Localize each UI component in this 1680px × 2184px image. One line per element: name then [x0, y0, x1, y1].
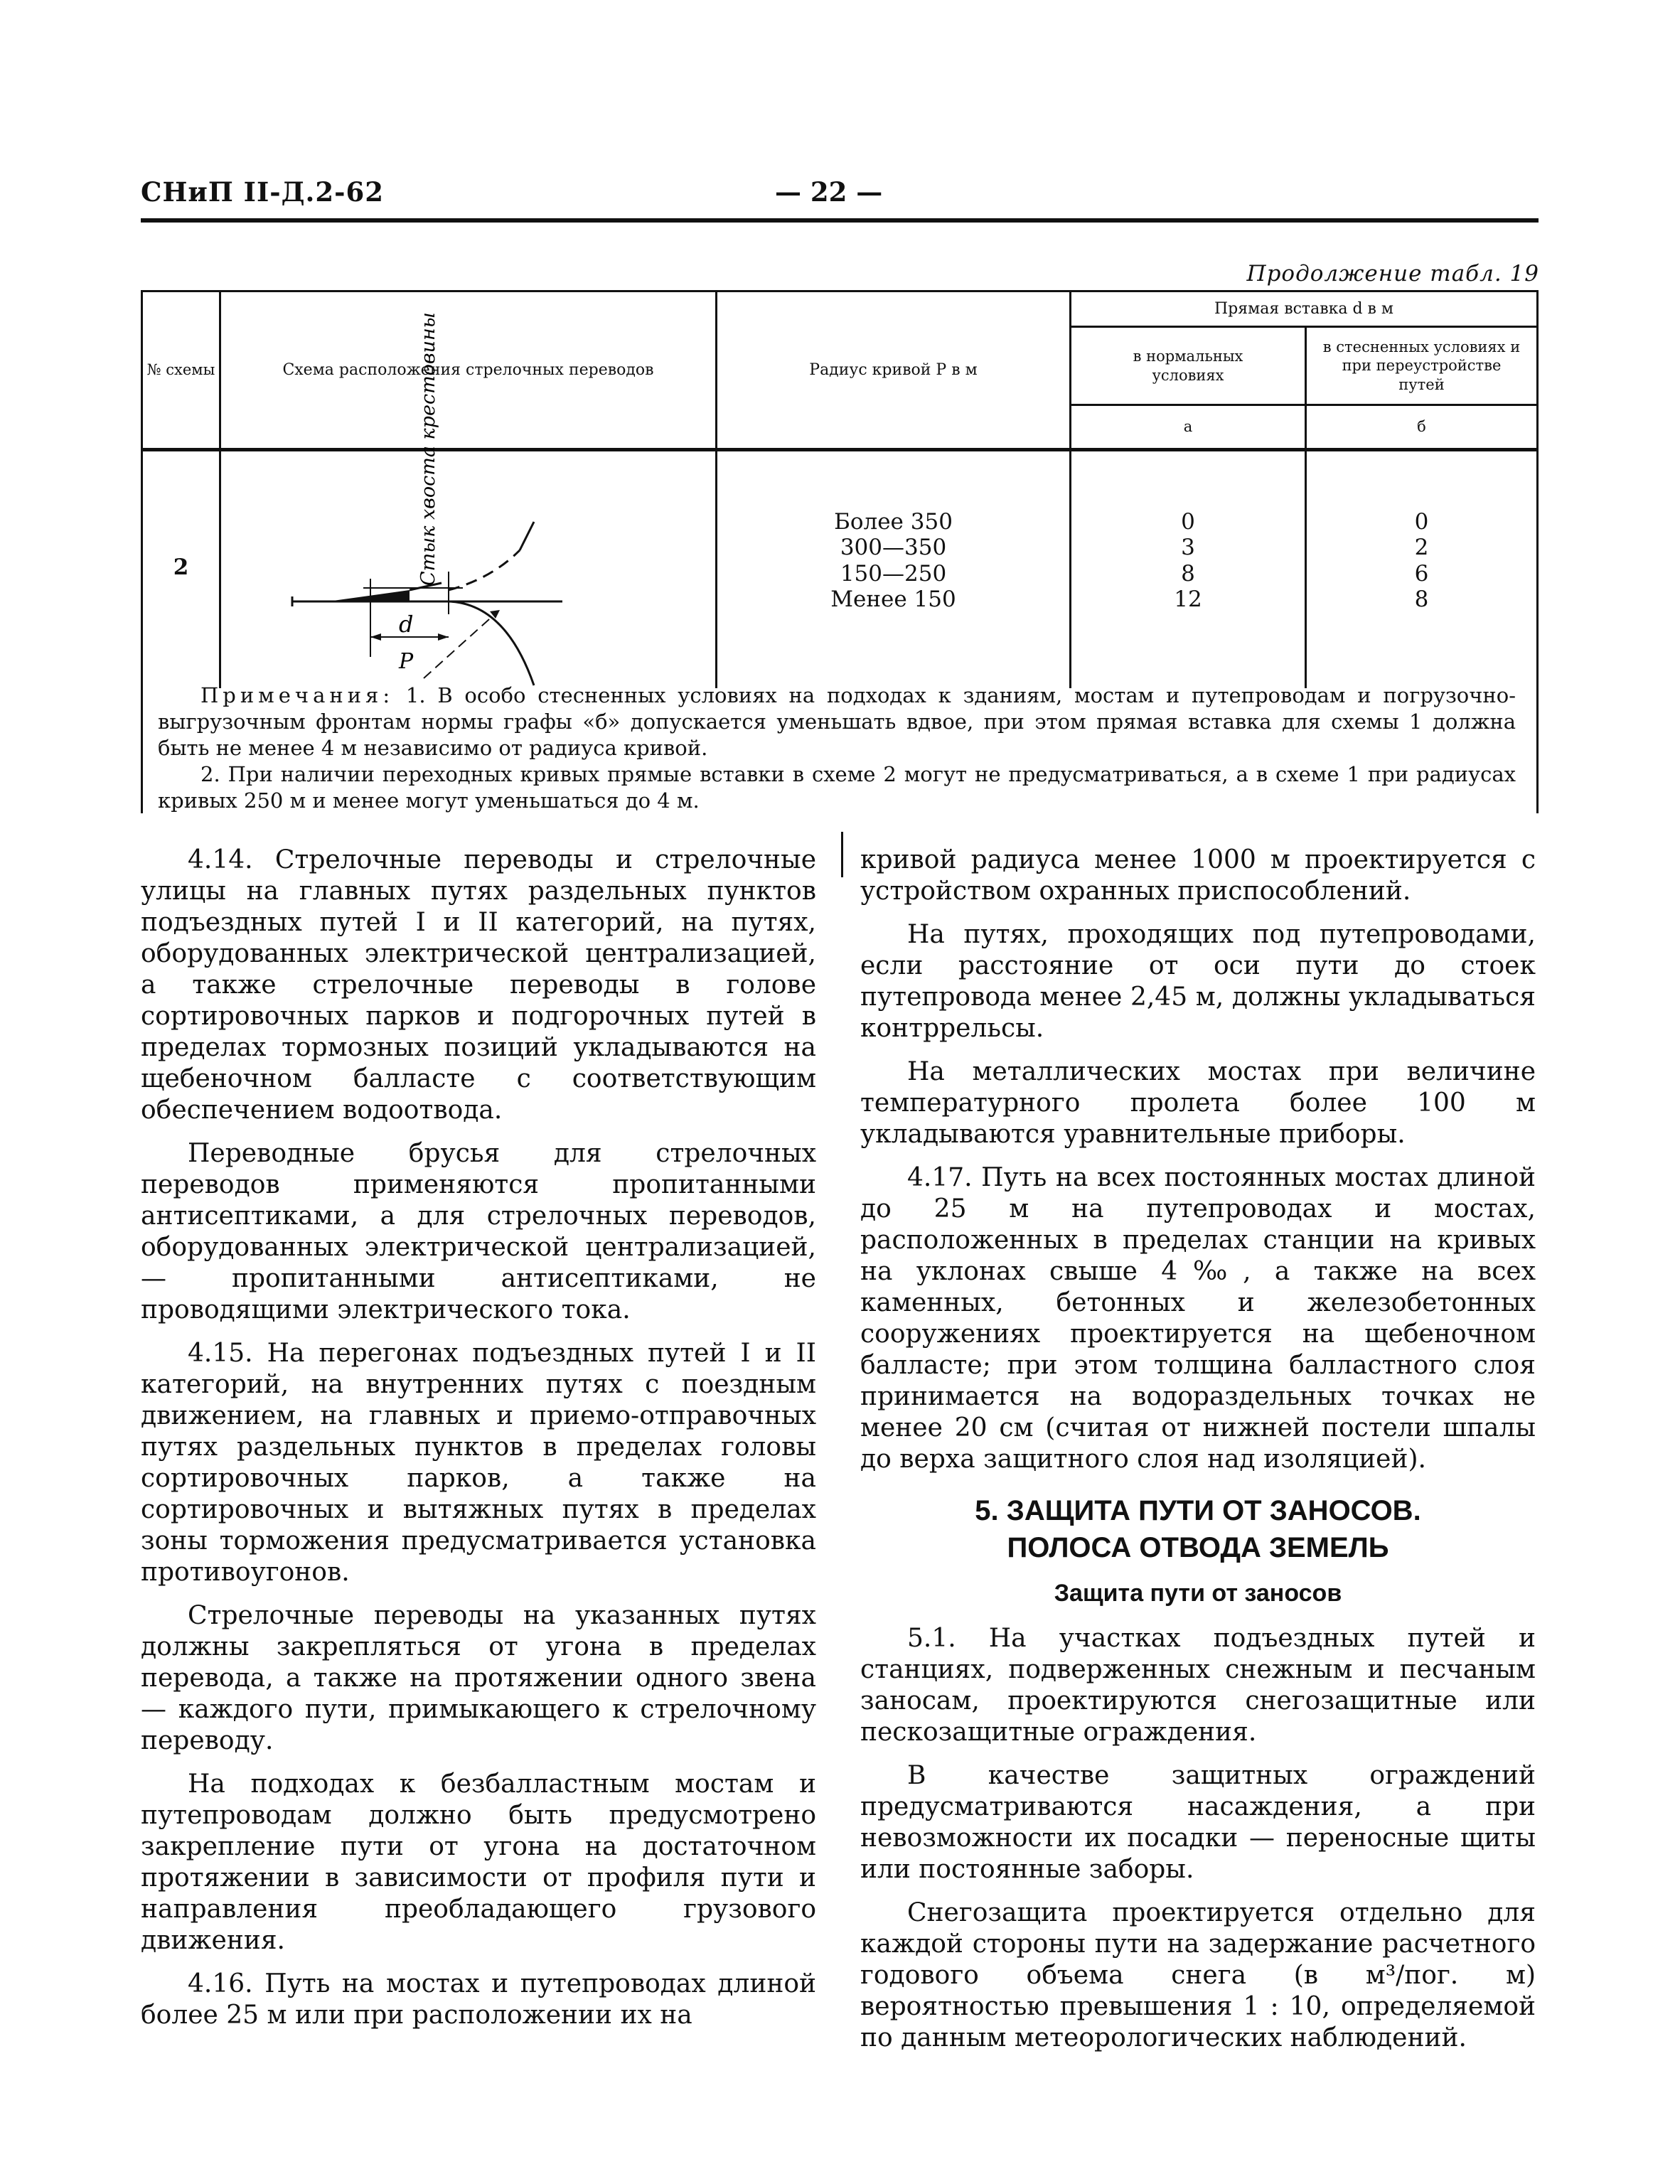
left-column	[141, 845, 816, 2043]
paragraph: Стрелочные переводы на указанных путях должны закрепляться от угона в пределах перевода, а также на протяжении одного звена — каждого пути, примыкающего к стрелочному переводу.	[141, 1601, 816, 1755]
column-divider	[841, 832, 843, 877]
paragraph-4-16: 4.16. Путь на мостах и путепроводах длиной более 25 м или при расположении их на	[141, 1969, 816, 2030]
right-column	[860, 845, 1536, 2066]
header-radius: Радиус кривой P в м	[809, 360, 978, 379]
paragraph-4-15: 4.15. На перегонах подъездных путей I и II категорий, на внутренних путях с поездным движением, на главных и приемо-отправочных путях раздельных пунктов в пределах головы сортировочных парков, а также на сортировочных и вытяжных путях в пределах зоны торможения предусматривается установка противоугонов.	[141, 1339, 817, 1587]
paragraph: На металлических мостах при величине температурного пролета более 100 м укладываются уравнительные приборы.	[860, 1057, 1536, 1149]
paragraph-4-14: 4.14. Стрелочные переводы и стрелочные улицы на главных путях раздельных пунктов подъездных путей I и II категорий, на путях, оборудованных электрической централизацией, а также стрелочные переводы в голове сортировочных парков и подгорочных путей в пределах тормозных позиций укладываются на щебеночном балласте с соответствующим обеспечением водоотвода.	[141, 845, 816, 1125]
notes-right-rule	[1536, 685, 1539, 813]
p-label: P	[399, 649, 414, 674]
paragraph: На путях, проходящих под путепроводами, если расстояние от оси пути до стоек путепровода менее 2,45 м, должны укладываться контррельсы.	[860, 920, 1536, 1043]
header-col-b: б	[1417, 418, 1426, 436]
paragraph-5-1: 5.1. На участках подъездных путей и станциях, подверженных снежным и песчаным заносам, проектируются снегозащитные или пескозащитные ограждения.	[860, 1624, 1536, 1747]
note-1	[158, 682, 1516, 761]
note-2: 2. При наличии переходных кривых прямые вставки в схеме 2 могут не предусматриваться, а в схеме 1 при радиусах кривых 250 м и менее могут уменьшаться до 4 м.	[158, 762, 1516, 813]
radius-values	[717, 509, 1069, 612]
joint-label: Стык хвоста крестовины	[417, 312, 439, 586]
document-code: СНиП II-Д.2-62	[141, 176, 385, 208]
normal-value: 3	[1181, 535, 1195, 561]
normal-value: 8	[1181, 560, 1195, 587]
subsection-title: Защита пути от заносов	[1054, 1580, 1342, 1607]
paragraph-4-17: 4.17. Путь на всех постоянных мостах длиной до 25 м на путепроводах и мостах, расположенных в пределах станции на кривых на уклонах свыше 4‰, а также на всех каменных, бетонных и железобетонных сооружениях проектируется на щебеночном балласте; при этом толщина балластного слоя принимается на водораздельных точках не менее 20 см (считая от нижней постели шпалы до верха защитного слоя над изоляцией).	[860, 1163, 1536, 1474]
section-title-line-1: 5. ЗАЩИТА ПУТИ ОТ ЗАНОСОВ.	[975, 1495, 1421, 1526]
header-cramped: в стесненных условиях и при переустройстве путей	[1322, 338, 1521, 393]
d-label: d	[399, 611, 414, 638]
cramped-value: 6	[1414, 560, 1429, 587]
cramped-values	[1307, 509, 1536, 612]
page-number: — 22 —	[775, 176, 883, 208]
d-arrow-right	[438, 633, 449, 641]
normal-values	[1071, 509, 1305, 612]
table-right-rule	[1536, 290, 1539, 685]
dashed-curve	[449, 550, 520, 590]
header-insert: Прямая вставка d в м	[1214, 299, 1394, 318]
paragraph: В качестве защитных ограждений предусматриваются насаждения, а при невозможности их посадки — переносные щиты или постоянные заборы.	[860, 1761, 1536, 1884]
radius-line	[424, 613, 496, 678]
switch-frog	[328, 590, 410, 601]
notes-left-rule	[141, 685, 143, 813]
paragraph: На подходах к безбалластным мостам и путепроводам должно быть предусмотрено закрепление пути от угона на достаточном протяжении в зависимости от профиля пути и направления преобладающего грузового движения.	[141, 1770, 816, 1955]
header-rule	[141, 218, 1539, 223]
cramped-value: 8	[1414, 586, 1429, 612]
radius-value: Менее 150	[830, 586, 956, 612]
paragraph: Снегозащита проектируется отдельно для каждой стороны пути на задержание расчетного годового объема снега (в м³/пог. м) вероятностью превышения 1 : 10, определяемой по данным метеорологических наблюдений.	[860, 1898, 1536, 2052]
cramped-value: 0	[1414, 509, 1429, 535]
table-continuation: Продолжение табл. 19	[1246, 261, 1539, 287]
header-col-a: а	[1183, 418, 1193, 436]
paragraph-continuation: кривой радиуса менее 1000 м проектируется с устройством охранных приспособлений.	[860, 845, 1536, 906]
radius-value: 300—350	[840, 535, 947, 561]
section-title-line-2: ПОЛОСА ОТВОДА ЗЕМЕЛЬ	[1007, 1532, 1389, 1563]
header-normal: в нормальных условиях	[1133, 348, 1243, 384]
normal-value: 12	[1174, 586, 1202, 612]
radius-value: Более 350	[834, 509, 953, 535]
header-scheme-no: № схемы	[146, 361, 215, 379]
cramped-value: 2	[1414, 535, 1429, 561]
d-arrow-left	[370, 633, 381, 641]
normal-value: 0	[1181, 509, 1195, 535]
header-layout: Схема расположения стрелочных переводов	[282, 360, 654, 379]
paragraph: Переводные брусья для стрелочных переводов применяются пропитанными антисептиками, а для стрелочных переводов, оборудованных электрической централизацией, — пропитанными антисептиками, не проводящими электрического тока.	[141, 1139, 816, 1324]
notes-heading: Примечания:	[200, 683, 395, 707]
note-1-text: 1. В особо стесненных условиях на подходах к зданиям, мостам и путепроводам и погрузочно-выгрузочным фронтам нормы графы «б» допускается уменьшать вдвое, при этом прямая вставка для схемы 1 должна быть не менее 4 м независимо от радиуса кривой.	[158, 683, 1516, 760]
table-notes	[158, 682, 1516, 814]
scheme-number: 2	[173, 554, 189, 580]
section-title	[860, 1492, 1536, 1566]
radius-value: 150—250	[840, 560, 947, 587]
dashed-curve-end	[520, 522, 534, 550]
